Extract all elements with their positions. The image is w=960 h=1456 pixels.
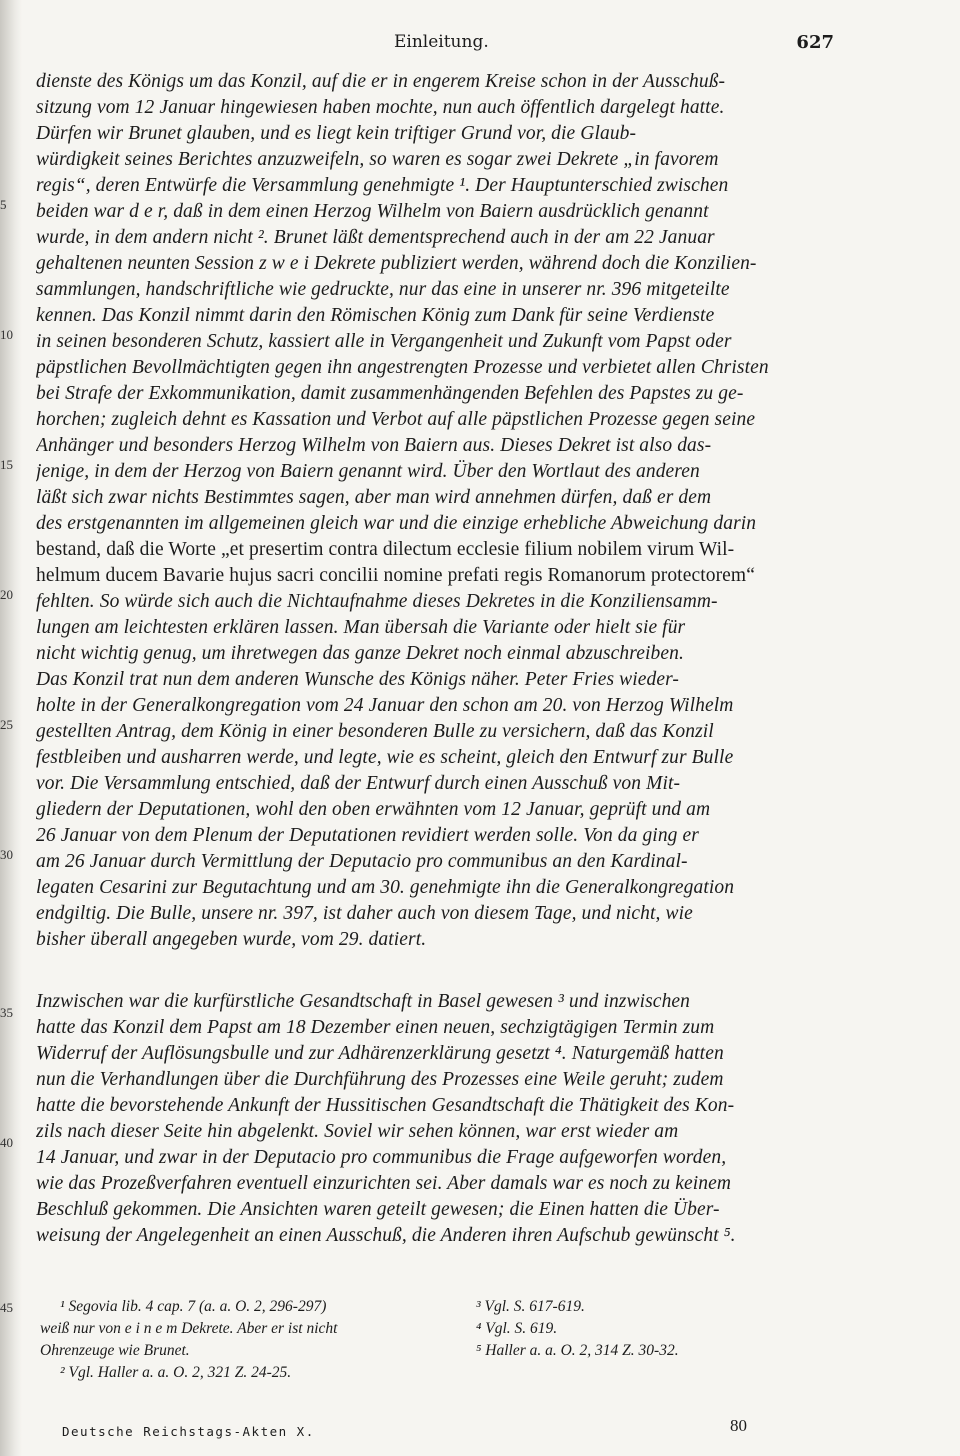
text-line: gestellten Antrag, dem König in einer besonderen Bulle zu versichern, daß das Konzil <box>36 721 714 742</box>
series-title: Deutsche Reichstags-Akten X. <box>62 1424 315 1439</box>
line-number: 15 <box>0 457 13 472</box>
text-line: vor. Die Versammlung entschied, daß der Entwurf durch einen Ausschuß von Mit- <box>36 773 681 794</box>
text-line: bei Strafe der Exkommunikation, damit zusammenhängenden Befehlen des Papstes zu ge- <box>36 383 744 404</box>
line-number: 35 <box>0 1005 13 1020</box>
text-line: lungen am leichtesten erklären lassen. Man übersah die Variante oder hielt sie für <box>36 617 686 638</box>
text-line: bestand, daß die Worte „et presertim contra dilectum ecclesie filium nobilem virum Wil- <box>36 539 735 560</box>
text-line: holte in der Generalkongregation vom 24 Januar den schon am 20. von Herzog Wilhelm <box>36 695 734 716</box>
text-line: in seinen besonderen Schutz, kassiert alle in Vergangenheit und Zukunft vom Papst oder <box>36 331 732 352</box>
footnote-line: Ohrenzeuge wie Brunet. <box>40 1342 190 1359</box>
text-line: bisher überall angegeben wurde, vom 29. datiert. <box>36 929 427 950</box>
text-line: nun die Verhandlungen über die Durchführung des Prozesses eine Weile geruht; zudem <box>36 1069 724 1090</box>
text-line: gliedern der Deputationen, wohl den oben erwähnten vom 12 Januar, geprüft und am <box>36 799 711 820</box>
footnote-line: ¹ Segovia lib. 4 cap. 7 (a. a. O. 2, 296-297) <box>60 1298 327 1315</box>
text-line: jenige, in dem der Herzog von Baiern genannt wird. Über den Wortlaut des anderen <box>36 461 700 482</box>
text-line: beiden war d e r, daß in dem einen Herzog Wilhelm von Baiern ausdrücklich genannt <box>36 201 709 222</box>
text-line: Widerruf der Auflösungsbulle und zur Adhärenzerklärung gesetzt ⁴. Naturgemäß hatten <box>36 1043 724 1064</box>
text-line: läßt sich zwar nichts Bestimmtes sagen, aber man wird annehmen dürfen, daß er dem <box>36 487 712 508</box>
text-line: Beschluß gekommen. Die Ansichten waren geteilt gewesen; die Einen hatten die Über- <box>36 1199 720 1220</box>
text-line: Inzwischen war die kurfürstliche Gesandtschaft in Basel gewesen ³ und inzwischen <box>36 991 691 1012</box>
footnote-line: ⁵ Haller a. a. O. 2, 314 Z. 30-32. <box>476 1342 679 1359</box>
text-line: 14 Januar, und zwar in der Deputacio pro communibus die Frage aufgeworfen worden, <box>36 1147 727 1168</box>
text-line: weisung der Angelegenheit an einen Ausschuß, die Anderen ihren Aufschub gewünscht ⁵. <box>36 1225 736 1246</box>
line-number: 45 <box>0 1300 13 1315</box>
text-line: festbleiben und ausharren werde, und legte, wie es scheint, gleich den Entwurf zur Bulle <box>36 747 734 768</box>
text-line: zils nach dieser Seite hin abgelenkt. Soviel wir sehen können, war erst wieder am <box>36 1121 679 1142</box>
text-line: sammlungen, handschriftliche wie gedruckte, nur das eine in unserer nr. 396 mitgeteilte <box>36 279 730 300</box>
line-number: 40 <box>0 1135 13 1150</box>
text-line: horchen; zugleich dehnt es Kassation und Verbot auf alle päpstlichen Prozesse gegen seine <box>36 409 756 430</box>
sheet-number: 80 <box>730 1416 747 1435</box>
line-number: 20 <box>0 587 13 602</box>
footnote-line: ² Vgl. Haller a. a. O. 2, 321 Z. 24-25. <box>60 1364 292 1381</box>
footnote-line: ³ Vgl. S. 617-619. <box>476 1298 585 1315</box>
text-line: hatte die bevorstehende Ankunft der Hussitischen Gesandtschaft die Thätigkeit des Kon- <box>36 1095 735 1116</box>
text-line: würdigkeit seines Berichtes anzuzweifeln, so waren es sogar zwei Dekrete „in favorem <box>36 149 719 170</box>
line-number: 25 <box>0 717 13 732</box>
footnote-line: weiß nur von e i n e m Dekrete. Aber er ist nicht <box>40 1320 338 1337</box>
text-line: Dürfen wir Brunet glauben, und es liegt kein triftiger Grund vor, die Glaub- <box>36 123 637 144</box>
line-number: 5 <box>0 197 7 212</box>
text-line: hatte das Konzil dem Papst am 18 Dezember einen neuen, sechzigtägigen Termin zum <box>36 1017 715 1038</box>
text-line: Das Konzil trat nun dem anderen Wunsche des Königs näher. Peter Fries wieder- <box>36 669 679 690</box>
running-header <box>0 32 960 62</box>
text-line: wie das Prozeßverfahren eventuell einzurichten sei. Aber damals war es noch zu keinem <box>36 1173 732 1194</box>
text-line: am 26 Januar durch Vermittlung der Deputacio pro communibus an den Kardinal- <box>36 851 688 872</box>
text-line: des erstgenannten im allgemeinen gleich war und die einzige erhebliche Abweichung darin <box>36 513 757 534</box>
footnote-line: ⁴ Vgl. S. 619. <box>476 1320 558 1337</box>
text-line: sitzung vom 12 Januar hingewiesen haben mochte, nun auch öffentlich dargelegt hatte. <box>36 97 725 118</box>
header-title: Einleitung. <box>394 32 489 52</box>
text-line: legaten Cesarini zur Begutachtung und am 30. genehmigte ihn die Generalkongregation <box>36 877 735 898</box>
page-number: 627 <box>796 32 834 53</box>
text-line: gehaltenen neunten Session z w e i Dekrete publiziert werden, während doch die Konzilien- <box>36 253 757 274</box>
text-line: wurde, in dem andern nicht ². Brunet läßt dementsprechend auch in der am 22 Januar <box>36 227 715 248</box>
text-line: kennen. Das Konzil nimmt darin den Römischen König zum Dank für seine Verdienste <box>36 305 715 326</box>
text-line: dienste des Königs um das Konzil, auf die er in engerem Kreise schon in der Ausschuß- <box>36 71 726 92</box>
text-line: Anhänger und besonders Herzog Wilhelm von Baiern aus. Dieses Dekret ist also das- <box>36 435 712 456</box>
line-number: 10 <box>0 327 13 342</box>
text-line: fehlten. So würde sich auch die Nichtaufnahme dieses Dekretes in die Konziliensamm- <box>36 591 718 612</box>
text-line: helmum ducem Bavarie hujus sacri concilii nomine prefati regis Romanorum protectorem“ <box>36 565 755 586</box>
text-line: 26 Januar von dem Plenum der Deputationen revidiert werden solle. Von da ging er <box>36 825 699 846</box>
text-line: nicht wichtig genug, um ihretwegen das ganze Dekret noch einmal abzuschreiben. <box>36 643 684 664</box>
text-line: päpstlichen Bevollmächtigten gegen ihn angestrengten Prozesse und verbietet allen Christen <box>36 357 769 378</box>
text-line: regis“, deren Entwürfe die Versammlung genehmigte ¹. Der Hauptunterschied zwischen <box>36 175 729 196</box>
text-line: endgiltig. Die Bulle, unsere nr. 397, ist daher auch von diesem Tage, und nicht, wie <box>36 903 693 924</box>
line-number: 30 <box>0 847 13 862</box>
